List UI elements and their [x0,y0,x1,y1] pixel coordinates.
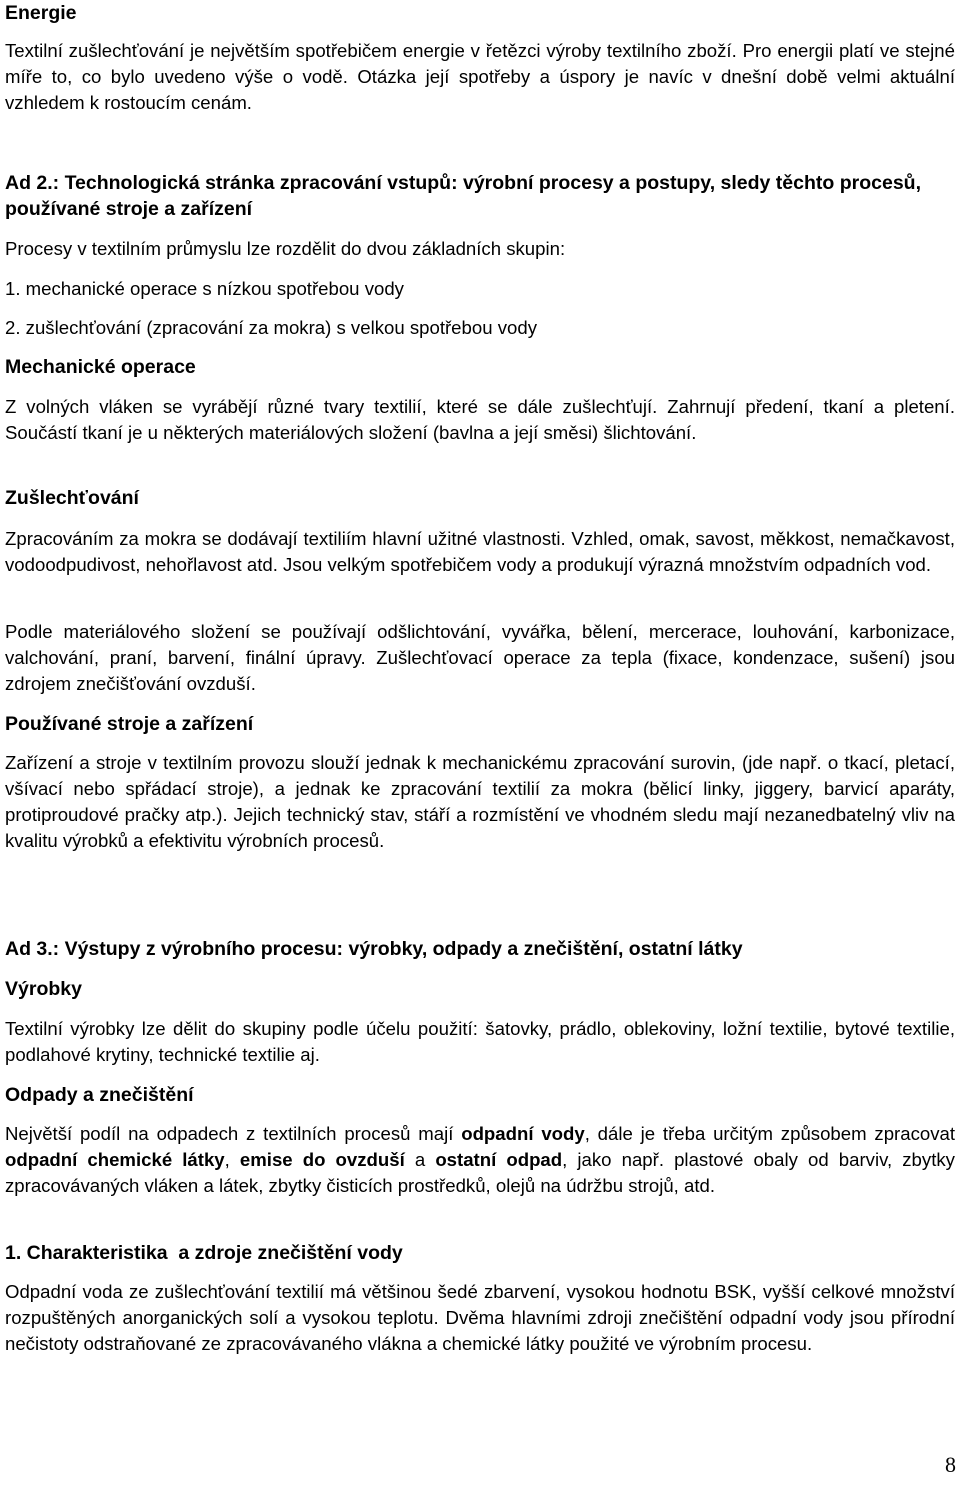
emphasis-ostatni-odpad: ostatní odpad [435,1149,563,1170]
emphasis-odpadni-vody: odpadní vody [461,1123,585,1144]
text-segment: a [404,1149,436,1170]
paragraph-energie: Textilní zušlechťování je největším spotřebičem energie v řetězci výroby textilního zboží. Pro energii platí ve stejné míře to, co bylo uvedeno výše o vodě. Otázka její spotřeby a úspory je navíc v dnešní době velmi aktuální vzhledem k rostoucím cenám. [5,40,955,113]
paragraph-charakteristika: Odpadní voda ze zušlechťování textilií má většinou šedé zbarvení, vysokou hodnotu BSK, vyšší celkové množství rozpuštěných anorganických solí a vysokou teplotu. Dvěma hlavními zdroji znečištění odpadní vody jsou přírodní nečistoty odstraňované ze zpracovávaného vlákna a chemické látky použité ve výrobním procesu. [5,1281,955,1354]
page-number: 8 [945,1452,956,1477]
paragraph-zuslechtovani-2: Podle materiálového složení se používají odšlichtování, vyvářka, bělení, mercerace, louhování, karbonizace, valchování, praní, barvení, finální úpravy. Zušlechťovací operace za tepla (fixace, kondenzace, sušení) jsou zdrojem znečišťování ovzduší. [5,621,955,694]
paragraph-ad2-intro: Procesy v textilním průmyslu lze rozdělit do dvou základních skupin: [5,238,566,259]
subheading-stroje: Používané stroje a zařízení [5,713,254,735]
section-title-ad3: Ad 3.: Výstupy z výrobního procesu: výrobky, odpady a znečištění, ostatní látky [5,938,743,960]
text-segment: , [224,1149,240,1170]
paragraph-zuslechtovani-1: Zpracováním za mokra se dodávají textiliím hlavní užitné vlastnosti. Vzhled, omak, savost, měkkost, nemačkavost, vodoodpudivost, nehořlavost atd. Jsou velkým spotřebičem vody a produkují výrazná množstvím odpadních vod. [5,528,955,575]
text-segment: , dále je třeba určitým způsobem zpracovat [584,1123,956,1144]
subheading-charakteristika: 1. Charakteristika a zdroje znečištění vody [5,1242,403,1264]
list-item: 2. zušlechťování (zpracování za mokra) s velkou spotřebou vody [5,317,537,338]
subheading-odpady: Odpady a znečištění [5,1084,194,1106]
subheading-zuslechtovani: Zušlechťování [5,487,139,509]
text-segment: , jako např. plastové obaly od barviv, zbytky zpracovávaných vláken a látek, zbytky čisticích prostředků, olejů na údržbu strojů, atd. [5,1149,955,1196]
section-title-ad2: Ad 2.: Technologická stránka zpracování vstupů: výrobní procesy a postupy, sledy těchto procesů, používané stroje a zařízení [5,172,922,220]
paragraph-mechanicke-operace: Z volných vláken se vyrábějí různé tvary textilií, které se dále zušlechťují. Zahrnují předení, tkaní a pletení. Součástí tkaní je u některých materiálových složení (bavlna a její směsi) šlichtování. [5,396,955,443]
paragraph-odpady [5,1121,955,1199]
paragraph-vyrobky: Textilní výrobky lze dělit do skupiny podle účelu použití: šatovky, prádlo, oblekoviny, ložní textilie, bytové textilie, podlahové krytiny, technické textilie aj. [5,1018,955,1065]
subheading-mechanicke-operace: Mechanické operace [5,356,196,378]
list-item: 1. mechanické operace s nízkou spotřebou vody [5,278,404,299]
emphasis-odpadni-chemicke-latky: odpadní chemické látky [5,1149,225,1170]
emphasis-emise: emise do ovzduší [239,1149,405,1170]
text-segment: Největší podíl na odpadech z textilních procesů mají [5,1123,462,1144]
paragraph-stroje: Zařízení a stroje v textilním provozu slouží jednak k mechanickému zpracování surovin, (jde např. o tkací, pletací, všívací nebo spřádací stroje), a jednak ke zpracování textilií za mokra (bělicí linky, jiggery, barvicí aparáty, protiproudové pračky atp.). Jejich technický stav, stáří a rozmístění ve vhodném sledu mají nezanedbatelný vliv na kvalitu výrobků a efektivitu výrobních procesů. [5,752,955,851]
subheading-vyrobky: Výrobky [5,978,82,1000]
section-title-energie: Energie [5,2,77,24]
